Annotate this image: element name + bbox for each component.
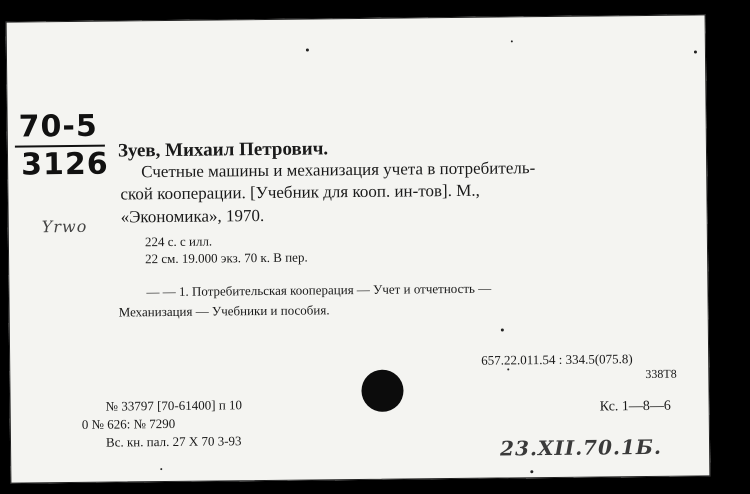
record-line-1: № 33797 [70-61400] п 10 bbox=[105, 397, 243, 414]
call-number-bottom: 3126 bbox=[20, 146, 109, 183]
speck bbox=[530, 470, 533, 473]
kc-code: Кс. 1—8—6 bbox=[599, 398, 671, 415]
title-line-1: Счетные машины и механизация учета в потребитель- bbox=[141, 158, 536, 182]
title-line-3: «Экономика», 1970. bbox=[120, 205, 265, 227]
physical-line-1: 224 с. с илл. bbox=[144, 233, 213, 250]
speck bbox=[160, 468, 162, 470]
catalog-card bbox=[6, 14, 711, 483]
classification-number: 657.22.011.54 : 334.5(075.8) bbox=[481, 351, 633, 368]
author-heading: Зуев, Михаил Петрович. bbox=[117, 138, 329, 162]
call-number-top: 70-5 bbox=[18, 108, 98, 145]
subject-line-1: — — 1. Потребительская кооперация — Учет и отчетность — bbox=[146, 280, 492, 300]
subject-line-2: Механизация — Учебники и пособия. bbox=[118, 302, 330, 320]
speck bbox=[501, 328, 504, 331]
record-line-3: Вс. кн. пал. 27 Х 70 3-93 bbox=[105, 433, 242, 450]
classification-code: 338Т8 bbox=[645, 366, 677, 381]
speck bbox=[694, 50, 697, 53]
date-stamp: 23.XII.70.1Б. bbox=[499, 434, 662, 461]
record-line-2: 0 № 626: № 7290 bbox=[81, 415, 176, 432]
speck bbox=[511, 40, 513, 42]
speck bbox=[507, 368, 509, 370]
physical-line-2: 22 см. 19.000 экз. 70 к. В пер. bbox=[145, 249, 308, 267]
title-line-2: ской кооперации. [Учебник для кооп. ин-тов]. М., bbox=[120, 180, 480, 204]
speck bbox=[306, 49, 309, 52]
margin-note: Yrwo bbox=[41, 216, 88, 237]
ink-blot bbox=[361, 370, 403, 412]
